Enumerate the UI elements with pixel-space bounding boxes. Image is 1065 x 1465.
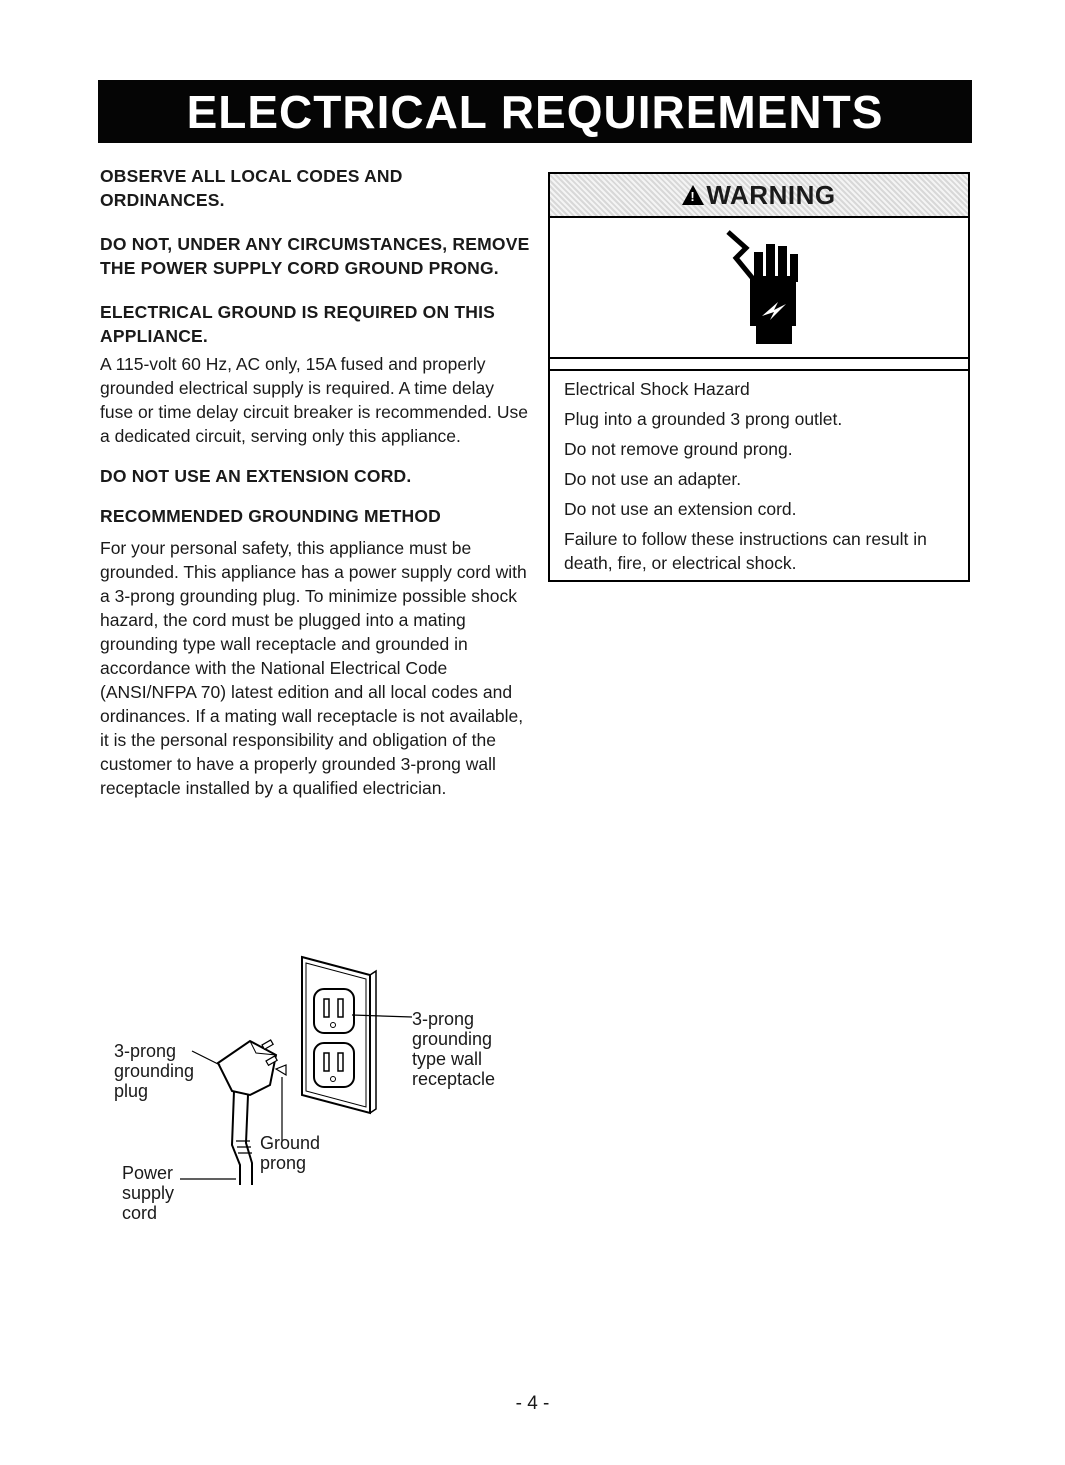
receptacle-label-line: grounding [412, 1029, 493, 1049]
plug-label-line: grounding [114, 1061, 195, 1081]
ground-label-line: prong [260, 1153, 307, 1173]
plug-label [114, 1041, 194, 1101]
warning-triangle-icon [682, 185, 704, 205]
plug-label-line: 3-prong [114, 1041, 177, 1061]
ground-label-line: Ground [260, 1133, 321, 1153]
heading-local-codes: OBSERVE ALL LOCAL CODES AND ORDINANCES. [100, 166, 403, 210]
heading-ground-required: ELECTRICAL GROUND IS REQUIRED ON THIS APPLIANCE. [100, 302, 496, 346]
warning-lines [564, 377, 964, 581]
plug-label-line: plug [114, 1081, 149, 1101]
page-title-bar [98, 80, 972, 143]
receptacle-label [412, 1009, 495, 1089]
receptacle-label-line: type wall [412, 1049, 483, 1069]
warning-header-text: WARNING [706, 179, 836, 210]
receptacle-label-line: 3-prong [412, 1009, 475, 1029]
heading-grounding-method: RECOMMENDED GROUNDING METHOD [100, 506, 442, 526]
page-number: - 4 - [515, 1393, 550, 1414]
warning-line: Failure to follow these instructions can result in death, fire, or electrical shock. [564, 529, 927, 573]
warning-box [548, 172, 970, 582]
warning-line: Electrical Shock Hazard [564, 379, 750, 399]
warning-line: Do not use an extension cord. [564, 499, 797, 519]
power-cord-label [122, 1163, 174, 1223]
grounding-paragraph: For your personal safety, this appliance must be grounded. This appliance has a power supply cord with a 3-prong grounding plug. To minimize possible shock hazard, the cord must be plugged into a mating grounding type wall receptacle and grounded in accordance with the National Electrical Code (ANSI/NFPA 70) latest edition and all local codes and ordinances. If a mating wall receptacle is not available, it is the personal responsibility and obligation of the customer to have a properly grounded 3-prong wall receptacle installed by a qualified electrician. [100, 538, 527, 798]
warning-header [550, 174, 968, 218]
heading-extension-cord: DO NOT USE AN EXTENSION CORD. [100, 466, 412, 486]
electric-shock-hand-icon [720, 224, 810, 354]
requirements-column [100, 164, 530, 816]
receptacle-label-line: receptacle [412, 1069, 496, 1089]
grounding-diagram [100, 945, 540, 1235]
cord-label-line: Power [122, 1163, 174, 1183]
cord-label-line: cord [122, 1203, 158, 1223]
cord-label-line: supply [122, 1183, 175, 1203]
warning-line: Do not use an adapter. [564, 469, 742, 489]
warning-divider [550, 357, 968, 371]
supply-paragraph: A 115-volt 60 Hz, AC only, 15A fused and properly grounded electrical supply is required. A time delay fuse or time delay circuit breaker is recommended. Use a dedicated circuit, serving only this appliance. [100, 354, 528, 446]
warning-line: Do not remove ground prong. [564, 439, 793, 459]
heading-ground-prong: DO NOT, UNDER ANY CIRCUMSTANCES, REMOVE THE POWER SUPPLY CORD GROUND PRONG. [100, 234, 530, 278]
page-title: ELECTRICAL REQUIREMENTS [186, 85, 884, 138]
warning-line: Plug into a grounded 3 prong outlet. [564, 409, 843, 429]
ground-prong-label [260, 1133, 320, 1173]
